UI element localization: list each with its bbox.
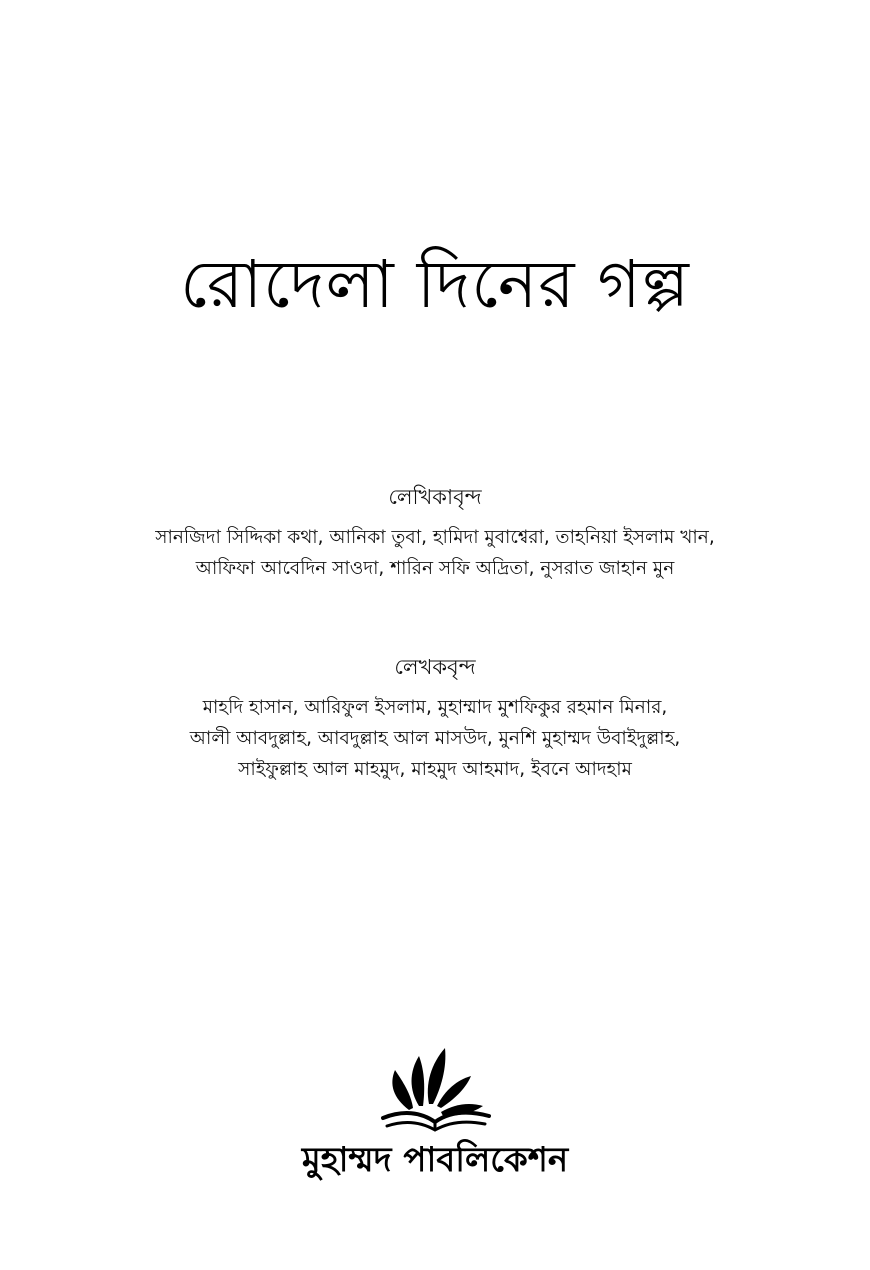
female-authors-section [0,482,870,584]
male-authors-section [0,652,870,785]
publisher-name: মুহাম্মদ পাবলিকেশন [301,1140,569,1180]
female-authors-heading: লেখিকাবৃন্দ [388,485,482,509]
male-authors-line: আলী আবদুল্লাহ, আবদুল্লাহ আল মাসউদ, মুনশি মুহাম্মদ উবাইদুল্লাহ, [189,728,681,749]
open-book-leaves-icon [375,1040,495,1136]
male-authors-line: মাহদি হাসান, আরিফুল ইসলাম, মুহাম্মাদ মুশফিকুর রহমান মিনার, [202,697,668,718]
book-title: রোদেলা দিনের গল্প [180,246,690,323]
female-authors-line: আফিফা আবেদিন সাওদা, শারিন সফি অদ্রিতা, নুসরাত জাহান মুন [195,558,675,579]
publisher-block [0,1040,870,1180]
male-authors-heading: লেখকবৃন্দ [394,655,476,679]
male-authors-line: সাইফুল্লাহ আল মাহমুদ, মাহমুদ আহমাদ, ইবনে আদহাম [238,759,632,780]
female-authors-line: সানজিদা সিদ্দিকা কথা, আনিকা তুবা, হামিদা মুবাশ্বেরা, তাহনিয়া ইসলাম খান, [155,527,715,548]
